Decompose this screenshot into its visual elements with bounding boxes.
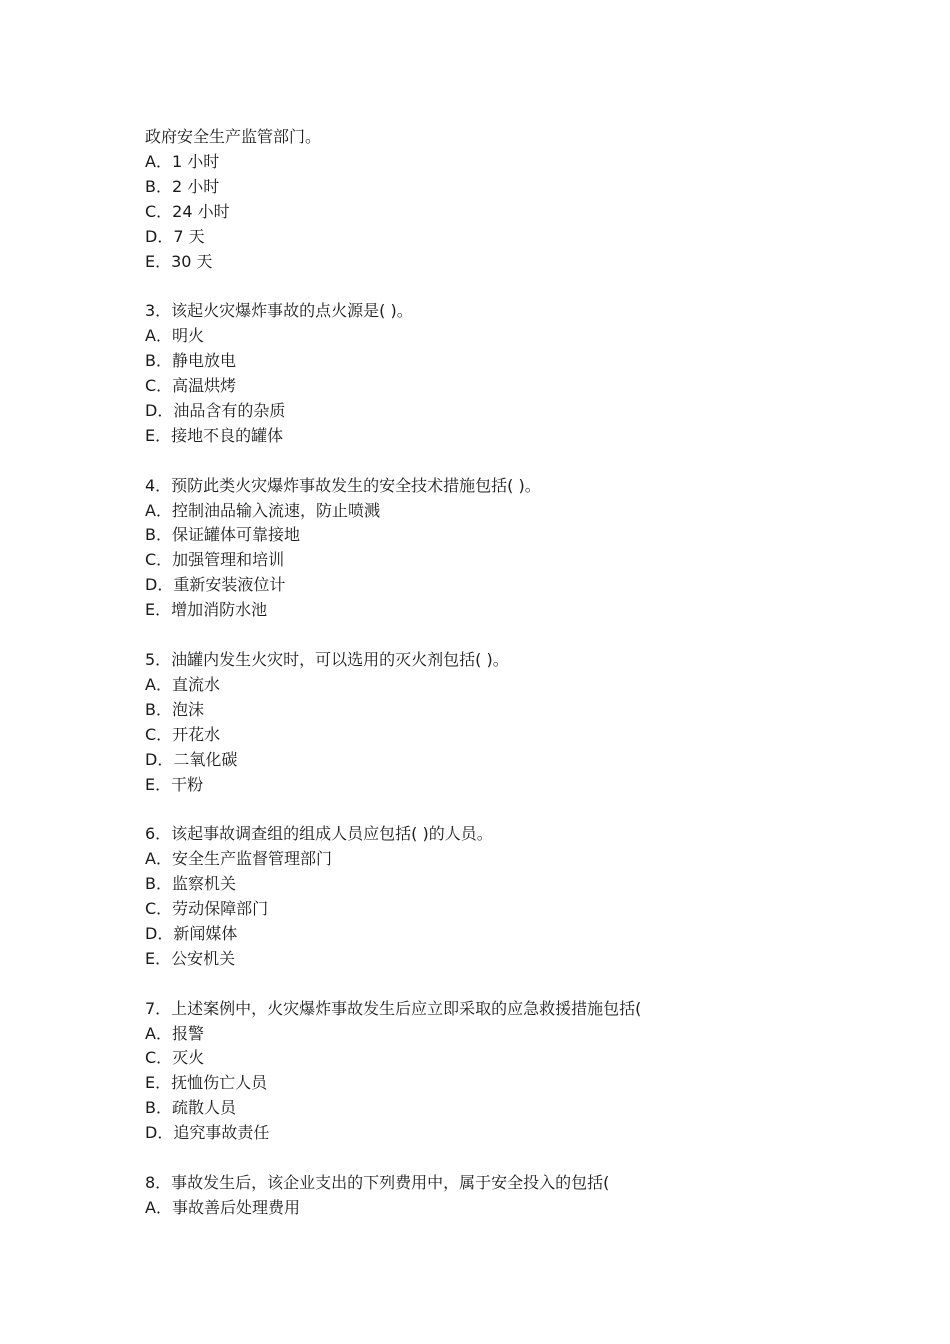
question-stem: 8．事故发生后，该企业支出的下列费用中，属于安全投入的包括( xyxy=(145,1172,610,1192)
option-line: B．保证罐体可靠接地 xyxy=(145,525,300,545)
option-line: E．接地不良的罐体 xyxy=(145,425,284,445)
option-line: A．控制油品输入流速，防止喷溅 xyxy=(145,500,380,520)
option-line: C．灭火 xyxy=(145,1048,205,1068)
intro-stem: 政府安全生产监管部门。 xyxy=(145,127,322,146)
option-line: C．高温烘烤 xyxy=(145,376,237,396)
spacer xyxy=(145,972,950,997)
question-stem: 6．该起事故调查组的组成人员应包括( )的人员。 xyxy=(145,824,493,844)
option-line: D．追究事故责任 xyxy=(145,1123,270,1143)
option-line: A．直流水 xyxy=(145,674,220,694)
option-line: E．干粉 xyxy=(145,774,204,794)
option-line: D．二氧化碳 xyxy=(145,749,238,769)
question-stem: 4．预防此类火灾爆炸事故发生的安全技术措施包括( )。 xyxy=(145,475,541,495)
option-line: D．重新安装液位计 xyxy=(145,575,286,595)
option-line: A．安全生产监督管理部门 xyxy=(145,849,332,869)
spacer xyxy=(145,623,950,648)
option-line: B．泡沫 xyxy=(145,699,204,719)
question-3 xyxy=(145,299,950,448)
option-line: D．新闻媒体 xyxy=(145,923,238,943)
option-line: A．明火 xyxy=(145,326,204,346)
question-8 xyxy=(145,1171,950,1221)
question-stem: 3．该起火灾爆炸事故的点火源是( )。 xyxy=(145,301,413,321)
option-line: B．静电放电 xyxy=(145,351,236,371)
option-line: E．30 天 xyxy=(145,251,213,271)
spacer xyxy=(145,797,950,822)
spacer xyxy=(145,1146,950,1171)
option-line: A．事故善后处理费用 xyxy=(145,1197,300,1217)
question-stem: 7．上述案例中，火灾爆炸事故发生后应立即采取的应急救援措施包括( xyxy=(145,998,642,1018)
spacer xyxy=(145,274,950,299)
option-line: C．24 小时 xyxy=(145,201,230,221)
question-7 xyxy=(145,997,950,1146)
question-5 xyxy=(145,648,950,797)
option-line: A．1 小时 xyxy=(145,151,220,171)
option-line: B．疏散人员 xyxy=(145,1098,236,1118)
option-line: B．监察机关 xyxy=(145,874,236,894)
question-stem: 5．油罐内发生火灾时，可以选用的灭火剂包括( )。 xyxy=(145,649,509,669)
option-line: C．开花水 xyxy=(145,724,221,744)
intro-block xyxy=(145,125,950,274)
option-line: D．7 天 xyxy=(145,226,205,246)
option-line: C．加强管理和培训 xyxy=(145,550,285,570)
option-line: E．增加消防水池 xyxy=(145,600,268,620)
question-6 xyxy=(145,822,950,971)
option-line: E．抚恤伤亡人员 xyxy=(145,1073,268,1093)
option-line: A．报警 xyxy=(145,1023,204,1043)
option-line: C．劳动保障部门 xyxy=(145,899,269,919)
option-line: E．公安机关 xyxy=(145,948,236,968)
question-4 xyxy=(145,474,950,623)
option-line: B．2 小时 xyxy=(145,176,220,196)
option-line: D．油品含有的杂质 xyxy=(145,400,286,420)
spacer xyxy=(145,449,950,474)
